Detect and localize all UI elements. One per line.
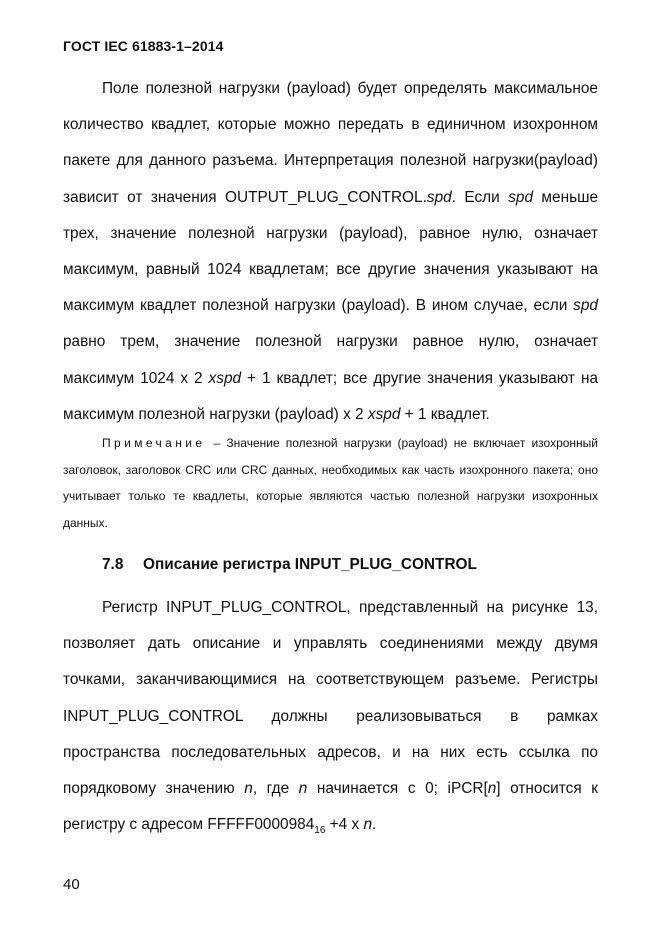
subscript: 16	[314, 825, 326, 837]
text-span: + 1 квадлет; все другие значения указывают на максимум полезной нагрузки (payload) x 2	[63, 369, 598, 423]
italic-term: xspd	[208, 369, 242, 387]
italic-term: spd	[573, 297, 598, 315]
note-text: – Значение полезной нагрузки (payload) не включает изохронный заголовок, заголовок CRC или CRC данных, необходимых как часть изохронного пакета; оно учитывает только те квадлеты, которые являются частью полезной нагрузки изохронных данных.	[63, 436, 598, 530]
text-span: + 1 квадлет.	[400, 405, 490, 423]
italic-term: xspd	[367, 405, 401, 423]
italic-term: n	[487, 780, 497, 798]
document-header: ГОСТ IEC 61883-1–2014	[63, 38, 224, 54]
text-span: +4 x	[325, 816, 364, 834]
italic-term: spd	[426, 188, 452, 206]
italic-term: n	[244, 780, 253, 798]
italic-term: n	[363, 816, 373, 834]
section-title: Описание регистра INPUT_PLUG_CONTROL	[143, 556, 477, 573]
text-span: .	[372, 816, 377, 834]
note-label: Примечание	[102, 436, 206, 450]
text-span: . Если	[451, 188, 509, 206]
section-number: 7.8	[102, 556, 124, 573]
text-span: , где	[252, 780, 299, 798]
text-span: Поле полезной нагрузки (payload) будет определять максимальное количество квадлет, которые можно передать в единичном изохронном пакете для данного разъема. Интерпретация полезной нагрузки(payload) зависит от значения OUTPUT_PLUG_CONTROL.	[63, 80, 598, 206]
text-span: начинается с 0; iPCR[	[307, 780, 488, 798]
text-span: ] относится к регистру с адресом FFFFF0000984	[63, 780, 598, 834]
text-span: Регистр INPUT_PLUG_CONTROL, представленный на рисунке 13, позволяет дать описание и управлять соединениями между двумя точками, заканчивающимися на соответствующем разъеме. Регистры INPUT_PLUG_CONTROL должны реализовываться в рамках пространства последовательных адресов, и на них есть ссылка по порядковому значению	[63, 599, 598, 798]
paragraph-payload	[63, 71, 598, 433]
text-span: меньше трех, значение полезной нагрузки (payload), равное нулю, означает максимум, равный 1024 квадлетам; все другие значения указывают на максимум квадлет полезной нагрузки (payload). В ином случае, если	[63, 188, 599, 315]
italic-term: spd	[508, 188, 534, 206]
section-heading	[102, 556, 477, 574]
paragraph-register	[63, 590, 598, 843]
page-number: 40	[63, 876, 80, 893]
note-paragraph	[63, 430, 598, 536]
italic-term: n	[298, 780, 308, 798]
text-span: равно трем, значение полезной нагрузки равное нулю, означает максимум 1024 x 2	[63, 333, 598, 387]
